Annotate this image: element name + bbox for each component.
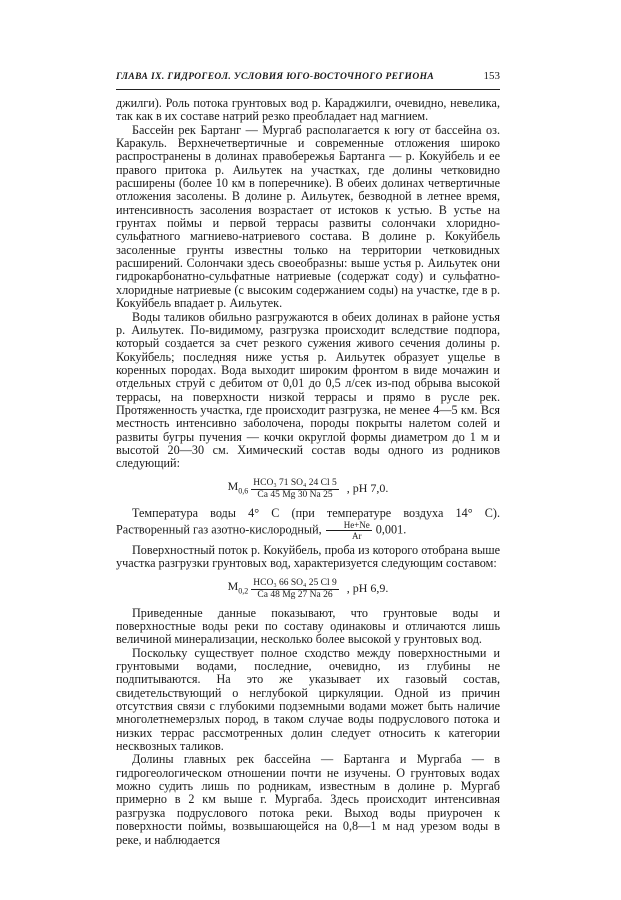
header-rule [116, 89, 500, 90]
chemical-formula-surface [116, 578, 500, 601]
paragraph: Поскольку существует полное сходство между поверхностными и грунтовыми водами, последние, очевидно, из глубины не подпитываются. На это же указывает их газовый состав, свидетельствующий о неглубокой циркуляции. Одной из причин отсутствия связи с глубокими подземными водами может быть наличие многолетнемерзлых пород, в таком случае воды подруслового потока и низких террас рассмотренных долин следует относить к категории несквозных таликов. [116, 645, 500, 754]
anion-composition: HCO₃ 66 SO₄ 25 Cl 9 [253, 577, 337, 588]
mineralization-symbol: $M_{0,2}$ [227, 579, 249, 596]
paragraph: Приведенные данные показывают, что грунтовые воды и поверхностные воды реки по составу одинаковы и отличаются лишь величиной минерализации, несколько более высокой у грунтовых вод. [116, 605, 500, 647]
paragraph: Поверхностный поток р. Кокуйбель, проба из которого отобрана выше участка разгрузки грунтовых вод, характеризуется следующим составом: [116, 542, 500, 571]
paragraph: Бассейн рек Бартанг — Мургаб располагается к югу от бассейна оз. Каракуль. Верхнечетвертичные и современные отложения широко распространены в долинах правобережья Бартанга — р. Кокуйбель и ее правого притока р. Аильутек на участках, где долины четковидно расширены (более 10 км в поперечнике). В обеих долинах четвертичные отложения засолены. В долине р. Аильутек, безводной в летнее время, интенсивность засоления возрастает от истоков к устью. В устье на грунтах поймы и первой террасы развиты солончаки хлоридно-сульфатного магниево-натриевого состава. В долине р. Кокуйбель засоленные грунты известны только на территории четковидных расширений. Солончаки здесь своеобразны: выше устья р. Аильутек они гидрокарбонатно-сульфатные натриевые (содержат соду) и сульфатно-хлоридные натриевые (с высоким содержанием соды) на участке, где в р. Кокуйбель впадает р. Аильутек. [116, 122, 500, 311]
page-number: 153 [483, 70, 500, 82]
paragraph: джилги). Роль потока грунтовых вод р. Караджилги, очевидно, невелика, так как в их составе натрий резко преобладает над магнием. [116, 96, 500, 124]
ph-value: , pH 6,9. [346, 581, 389, 596]
paragraph: Долины главных рек бассейна — Бартанга и Мургаба — в гидрогеологическом отношении почти не изучены. О грунтовых водах можно судить лишь по родникам, известным в долине р. Мургаб примерно в 2 км выше г. Мургаба. Здесь происходит интенсивная разгрузка подруслового потока реки. Выход воды приурочен к поверхности поймы, возвышающейся на 0,8—1 м над урезом воды в реке, и наблюдается [116, 752, 500, 847]
paragraph: Воды таликов обильно разгружаются в обеих долинах в районе устья р. Аильутек. По-видимому, разгрузка происходит вследствие подпора, который создается за счет резкого сужения живого сечения долины р. Кокуйбель; последняя ниже устья р. Аильутек образует ущелье в коренных породах. Вода выходит широким фронтом в виде мочажин и отдельных струй с дебитом от 0,01 до 0,5 л/сек из-под обрыва высокой террасы, на поверхности низкой террасы и прямо в русле рек. Протяженность участка, где происходит разгрузка, не менее 4—5 км. Вся местность интенсивно заболочена, породы покрыты налетом солей и развиты бугры пучения — кочки округлой формы диаметром до 1 м и высотой 20—30 см. Химический состав воды одного из родников следующий: [116, 309, 500, 471]
mineralization-symbol: $M_{0,6}$ [227, 479, 249, 496]
paragraph: Температура воды 4° С (при температуре воздуха 14° С). Растворенный газ азотно-кислородный, $\frac{He+Ne}{Ar}$ 0,001. [116, 505, 500, 541]
body-text [116, 97, 500, 847]
ion-fraction [251, 478, 338, 501]
cation-composition: Ca 45 Mg 30 Na 25 [257, 489, 333, 500]
ion-fraction [251, 578, 338, 601]
ph-value: , pH 7,0. [346, 481, 389, 496]
page-header [116, 70, 500, 82]
anion-composition: HCO₃ 71 SO₄ 24 Cl 5 [253, 477, 337, 488]
gas-ratio-fraction: $\frac{He+Ne}{Ar}$ [326, 520, 372, 541]
chemical-formula-spring [116, 478, 500, 501]
cation-composition: Ca 48 Mg 27 Na 26 [257, 589, 333, 600]
running-title: ГЛАВА IX. ГИДРОГЕОЛ. УСЛОВИЯ ЮГО-ВОСТОЧНОГО РЕГИОНА [116, 72, 435, 82]
